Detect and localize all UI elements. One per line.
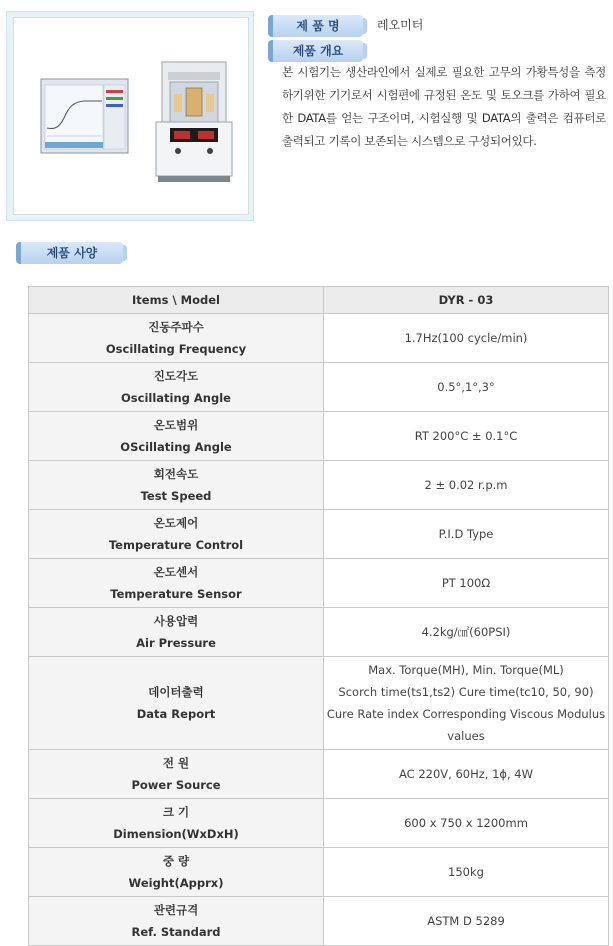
product-overview-tag: 제품 개요 — [268, 40, 363, 62]
row-label — [29, 657, 324, 750]
table-row — [29, 608, 609, 657]
label-ko: 중 량 — [162, 854, 190, 868]
row-value: 1.7Hz(100 cycle/min) — [324, 314, 609, 363]
label-ko: 관련규격 — [153, 903, 199, 917]
row-label — [29, 314, 324, 363]
row-value: 600 x 750 x 1200mm — [324, 799, 609, 848]
label-ko: 데이터출력 — [148, 685, 204, 699]
row-value: RT 200°C ± 0.1°C — [324, 412, 609, 461]
rheometer-illustration — [14, 18, 248, 214]
label-en: OScillating Angle — [120, 440, 232, 454]
table-row — [29, 510, 609, 559]
table-row — [29, 412, 609, 461]
label-en: Test Speed — [140, 489, 212, 503]
label-en: Data Report — [136, 707, 216, 721]
table-row — [29, 799, 609, 848]
row-label — [29, 897, 324, 946]
row-value: 150kg — [324, 848, 609, 897]
label-en: Air Pressure — [136, 636, 216, 650]
label-ko: 온도센서 — [153, 565, 199, 579]
table-row — [29, 750, 609, 799]
row-label — [29, 461, 324, 510]
row-label — [29, 848, 324, 897]
label-ko: 온도범위 — [153, 418, 199, 432]
row-label — [29, 608, 324, 657]
spec-table-header — [29, 287, 609, 314]
header-model-name: DYR - 03 — [324, 287, 609, 314]
product-spec-tag: 제품 사양 — [16, 242, 123, 264]
row-value: 2 ± 0.02 r.p.m — [324, 461, 609, 510]
row-value: AC 220V, 60Hz, 1ϕ, 4W — [324, 750, 609, 799]
value-line: values — [447, 729, 485, 743]
label-en: Ref. Standard — [131, 925, 221, 939]
label-en: Dimension(WxDxH) — [113, 827, 239, 841]
label-en: Temperature Control — [108, 538, 244, 552]
value-line: Max. Torque(MH), Min. Torque(ML) — [368, 663, 564, 677]
table-row — [29, 897, 609, 946]
product-photo — [13, 17, 249, 215]
table-row — [29, 657, 609, 750]
label-ko: 진도각도 — [153, 369, 199, 383]
row-value: ASTM D 5289 — [324, 897, 609, 946]
row-value: 0.5°,1°,3° — [324, 363, 609, 412]
label-ko: 진동주파수 — [148, 320, 204, 334]
label-en: Temperature Sensor — [110, 587, 242, 601]
row-label — [29, 363, 324, 412]
row-value — [324, 657, 609, 750]
product-name-tag: 제 품 명 — [268, 15, 363, 37]
label-en: Oscillating Angle — [121, 391, 231, 405]
value-line: Scorch time(ts1,ts2) Cure time(tc10, 50, 90) — [338, 685, 594, 699]
row-value: PT 100Ω — [324, 559, 609, 608]
header-items-model: Items \ Model — [29, 287, 324, 314]
product-name: 레오미터 — [377, 18, 424, 32]
row-value: P.I.D Type — [324, 510, 609, 559]
table-row — [29, 314, 609, 363]
row-label — [29, 559, 324, 608]
table-row — [29, 363, 609, 412]
label-ko: 온도제어 — [153, 516, 199, 530]
label-en: Weight(Apprx) — [128, 876, 224, 890]
row-label — [29, 412, 324, 461]
label-en: Power Source — [131, 778, 221, 792]
product-overview-text: 본 시험기는 생산라인에서 실제로 필요한 고무의 가황특성을 측정하기위한 기기로서 시험편에 규정된 온도 및 토오크를 가하여 필요한 DATA를 얻는 구조이며, 시험실행 및 DATA의 출력은 컴퓨터로 출력되고 기록이 보존되는 시스템으로 구성되어있다. — [282, 65, 606, 148]
product-photo-frame — [6, 11, 254, 221]
spec-table — [28, 286, 609, 946]
label-en: Oscillating Frequency — [105, 342, 247, 356]
label-ko: 전 원 — [162, 756, 190, 770]
value-line: Cure Rate index Corresponding Viscous Modulus — [326, 707, 606, 721]
table-row — [29, 461, 609, 510]
row-label — [29, 750, 324, 799]
table-row — [29, 848, 609, 897]
row-label — [29, 510, 324, 559]
label-ko: 사용압력 — [153, 614, 199, 628]
row-label — [29, 799, 324, 848]
row-value: 4.2kg/㎠(60PSI) — [324, 608, 609, 657]
label-ko: 크 기 — [162, 805, 190, 819]
label-ko: 회전속도 — [153, 467, 199, 481]
table-row — [29, 559, 609, 608]
